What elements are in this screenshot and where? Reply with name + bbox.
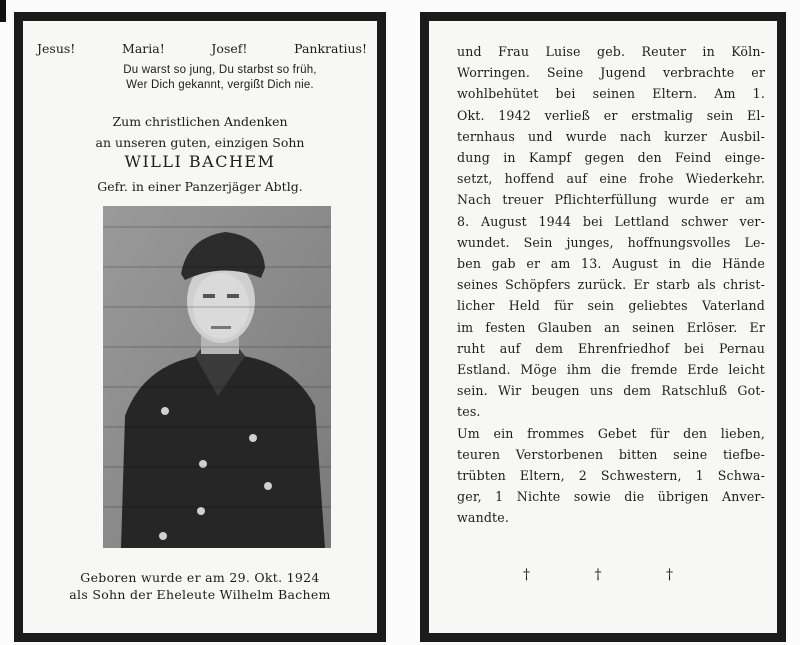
text-line: Worringen. Seine Jugend verbrachte er bbox=[457, 65, 765, 81]
text-line: seines Schöpfers zurück. Er starb als christ- bbox=[457, 277, 765, 293]
memory-dedication bbox=[23, 111, 377, 153]
verse-line: Wer Dich gekannt, vergißt Dich nie. bbox=[126, 79, 314, 91]
text-line: setzt, hoffend auf eine frohe Wiederkehr. bbox=[457, 171, 765, 187]
text-line: wundet. Sein junges, hoffnungsvolles Le- bbox=[457, 234, 765, 250]
text-line: dung in Kampf gegen den Feind einge- bbox=[457, 150, 765, 166]
text-line: Um ein frommes Gebet für den lieben, bbox=[457, 425, 765, 441]
military-rank: Gefr. in einer Panzerjäger Abtlg. bbox=[97, 179, 303, 194]
text-line: im festen Glauben an seinen Erlöser. Er bbox=[457, 319, 765, 335]
text-line: licher Held für sein geliebtes Vaterland bbox=[457, 298, 765, 314]
text-line: und Frau Luise geb. Reuter in Köln- bbox=[457, 44, 765, 59]
invocation-pankratius: Pankratius! bbox=[294, 41, 367, 56]
text-line: ternhaus und wurde nach kurzer Ausbil- bbox=[457, 128, 765, 144]
text-line: wandte. bbox=[457, 510, 510, 526]
birth-info bbox=[23, 569, 377, 603]
crosses-ornament: † † † bbox=[523, 567, 703, 583]
birth-line: Geboren wurde er am 29. Okt. 1924 bbox=[80, 570, 320, 585]
text-line: trübten Eltern, 2 Schwestern, 1 Schwa- bbox=[457, 468, 765, 484]
text-line: ruht auf dem Ehrenfriedhof bei Pernau bbox=[457, 340, 765, 356]
text-line: ben gab er am 13. August in die Hände bbox=[457, 256, 765, 272]
verse-line: Du warst so jung, Du starbst so früh, bbox=[123, 64, 317, 76]
text-line: 8. August 1944 bei Lettland schwer ver- bbox=[457, 213, 765, 229]
memorial-card-right-page bbox=[420, 12, 786, 642]
scan-edge-mark bbox=[0, 0, 6, 22]
text-line: ger, 1 Nichte sowie die übrigen Anver- bbox=[457, 489, 765, 505]
deceased-name: WILLI BACHEM bbox=[124, 152, 276, 171]
invocation-jesus: Jesus! bbox=[37, 41, 76, 56]
biography-text bbox=[457, 41, 765, 529]
text-line: Nach treuer Pflichterfüllung wurde er am bbox=[457, 192, 765, 208]
soldier-portrait-image bbox=[103, 206, 331, 548]
invocation-maria: Maria! bbox=[122, 41, 165, 56]
text-line: sein. Wir beugen uns dem Ratschluß Got- bbox=[457, 383, 765, 399]
text-line: wohlbehütet bei seinen Eltern. Am 1. bbox=[457, 86, 765, 102]
text-line: tes. bbox=[457, 404, 481, 420]
left-page-content bbox=[23, 21, 377, 633]
invocation-josef: Josef! bbox=[211, 41, 248, 56]
portrait-photo bbox=[103, 206, 331, 548]
memorial-verse bbox=[23, 63, 377, 93]
birth-line: als Sohn der Eheleute Wilhelm Bachem bbox=[69, 587, 331, 602]
dedication-line: an unseren guten, einzigen Sohn bbox=[95, 135, 305, 150]
memorial-card-left-page bbox=[14, 12, 386, 642]
text-line: Estland. Möge ihm die fremde Erde leicht bbox=[457, 362, 765, 378]
text-line: Okt. 1942 verließ er erstmalig sein El- bbox=[457, 107, 765, 123]
dedication-line: Zum christlichen Andenken bbox=[112, 114, 288, 129]
right-page-content bbox=[429, 21, 777, 633]
text-line: teuren Verstorbenen bitten seine tiefbe- bbox=[457, 446, 765, 462]
invocation-line bbox=[23, 41, 377, 56]
